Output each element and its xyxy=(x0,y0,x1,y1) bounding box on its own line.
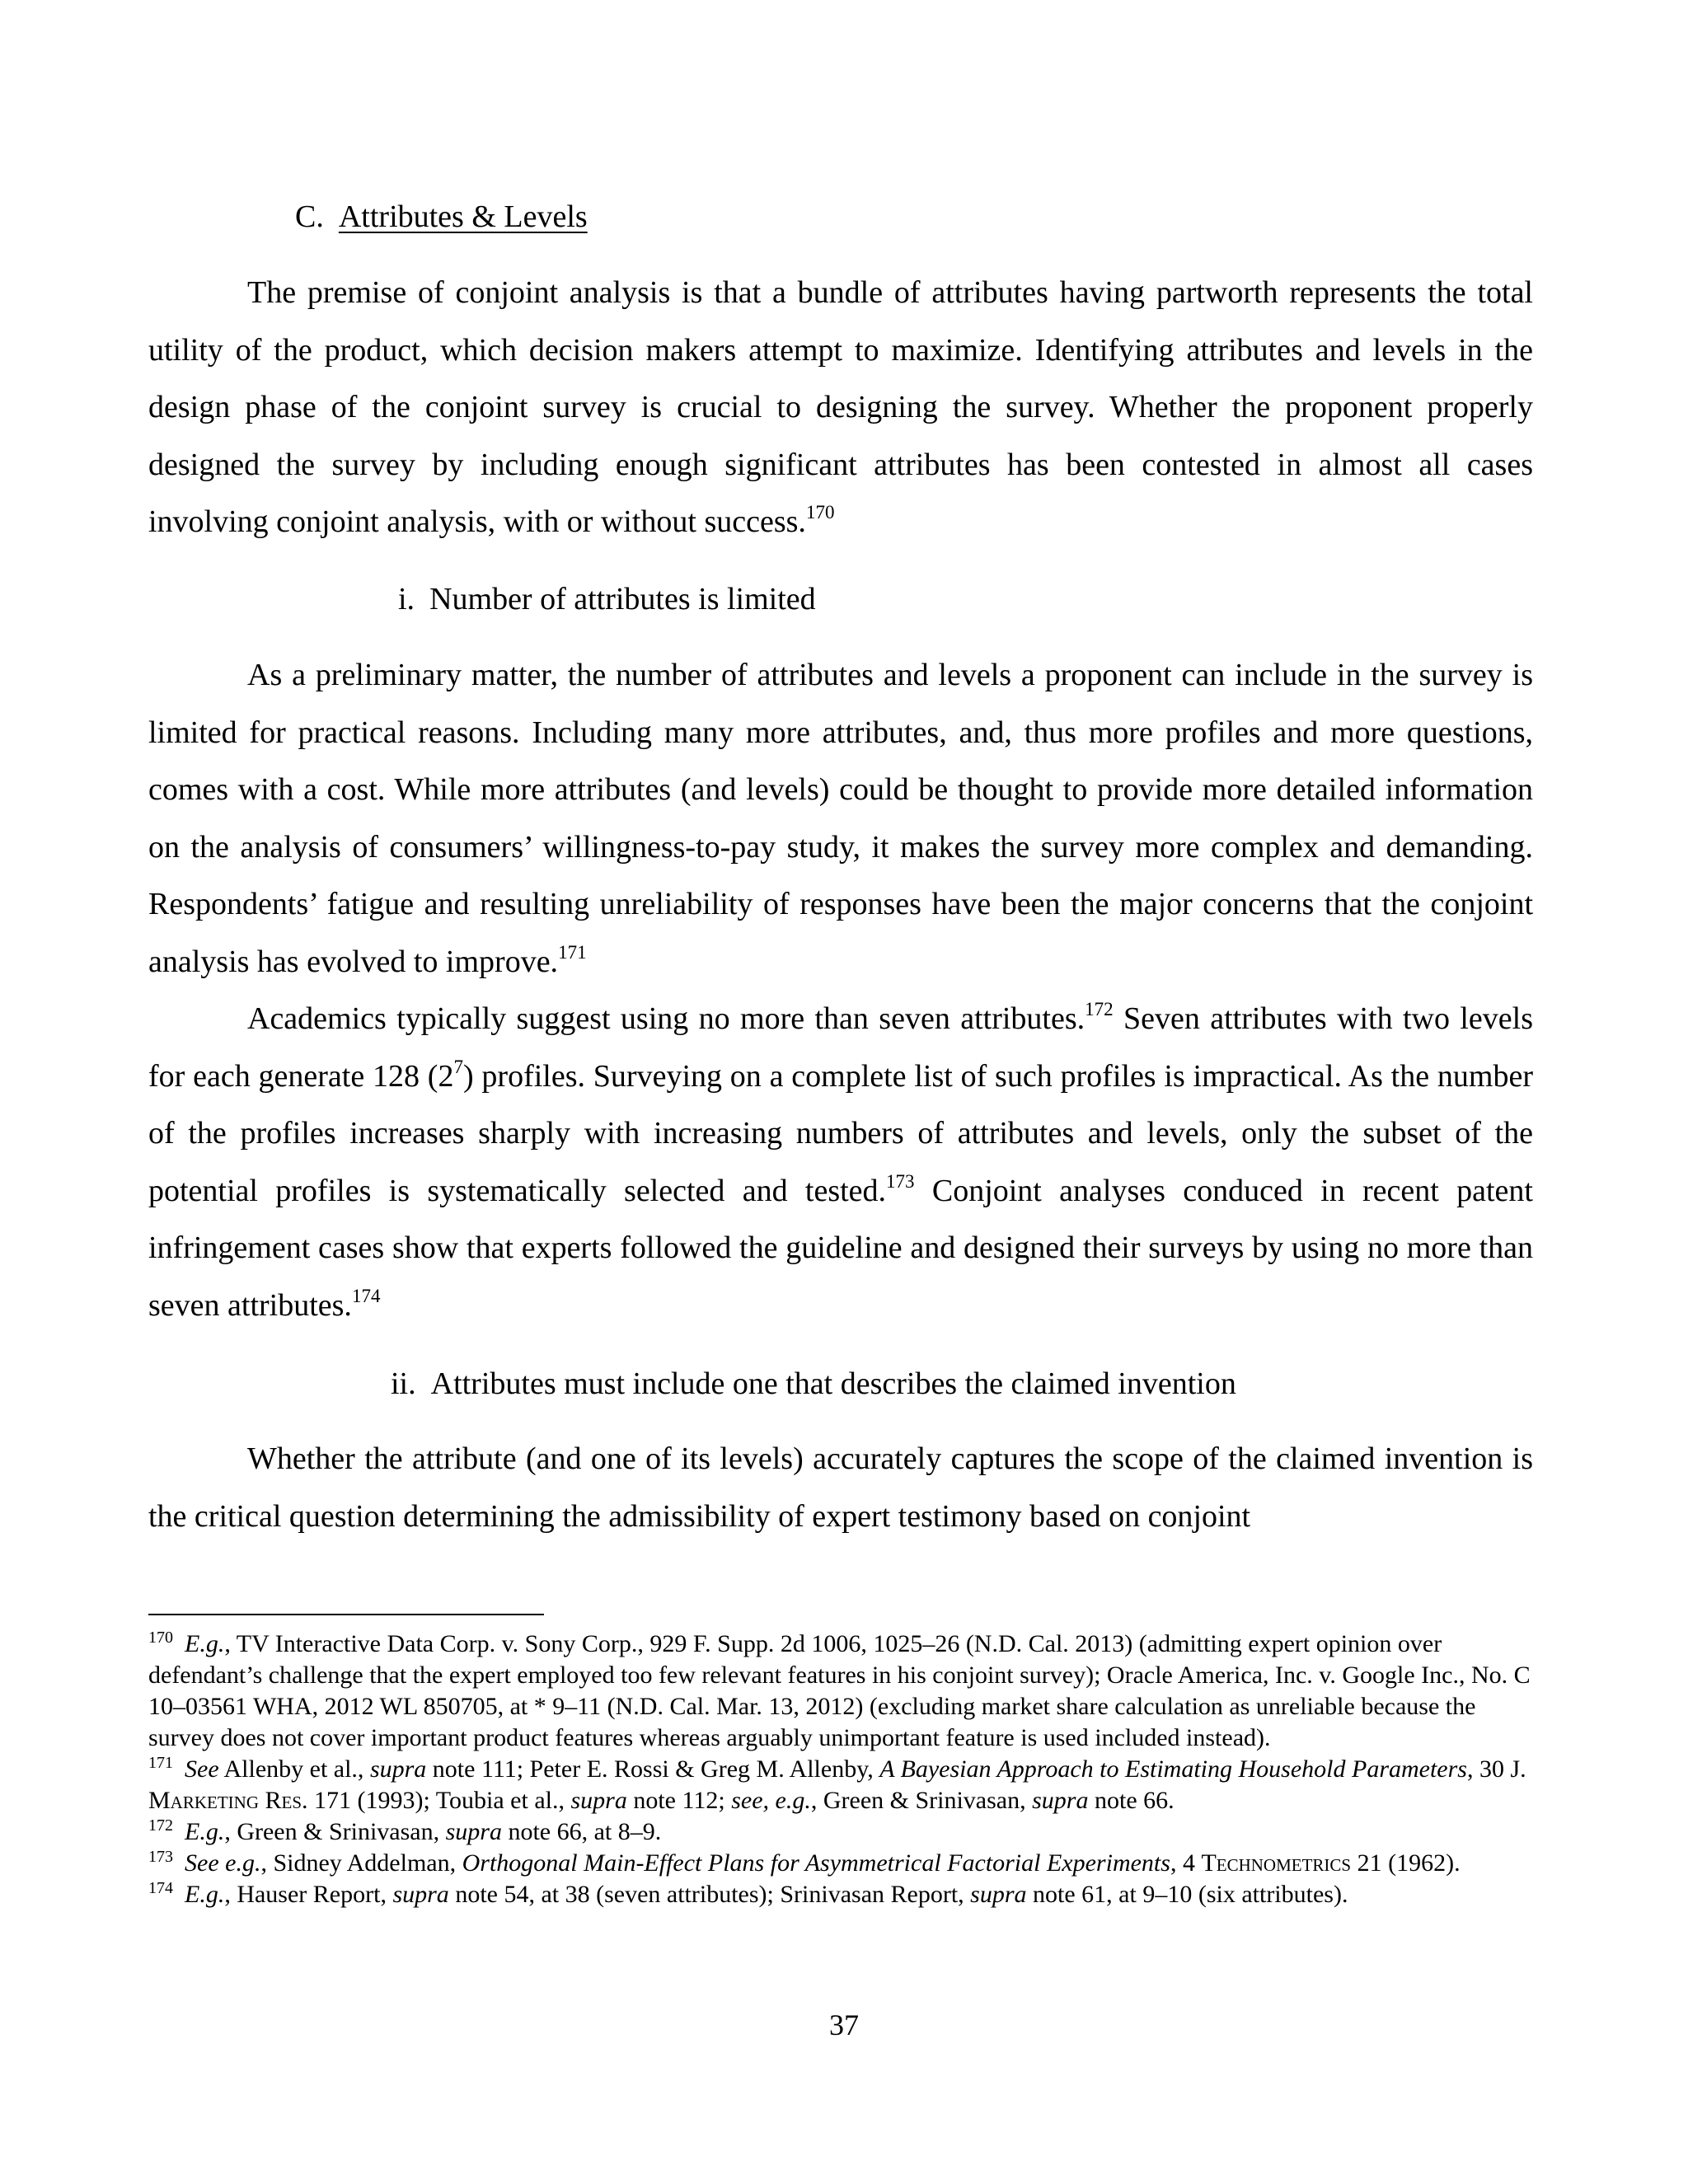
footnote-text: , TV Interactive Data Corp. v. Sony Corp., 929 F. Supp. 2d 1006, 1025–26 (N.D. Cal. 2013) (admitting expert opinion over defendant’s challenge that the expert employed too few relevant features in his conjoint survey); Oracle America, Inc. v. Google Inc., No. C 10–03561 WHA, 2012 WL 850705, at * 9–11 (N.D. Cal. Mar. 13, 2012) (excluding market share calculation as unreliable because the survey does not cover important product features whereas arguably unimportant feature is used included instead). xyxy=(148,1630,1531,1751)
power-exponent: 7 xyxy=(453,1056,463,1077)
footnote-170 xyxy=(148,1629,1533,1754)
footnote-173 xyxy=(148,1848,1533,1879)
subheading-number: i. xyxy=(398,582,415,616)
footnote-text: note 111; Peter E. Rossi & Greg M. Allenby, xyxy=(426,1755,880,1783)
power-base: 2 xyxy=(438,1058,454,1094)
subheading-number: ii. xyxy=(391,1366,416,1401)
footnote-ref-172[interactable]: 172 xyxy=(1085,999,1114,1020)
footnote-174 xyxy=(148,1879,1533,1910)
subheading-title: Number of attributes is limited xyxy=(429,582,816,616)
footnote-number: 174 xyxy=(148,1879,173,1897)
signal: E.g. xyxy=(185,1881,225,1908)
signal: E.g. xyxy=(185,1818,225,1845)
limited-paragraph-2-s2: Seven attributes with two levels for each generate 128 ( xyxy=(148,1001,1534,1094)
limited-paragraph-2 xyxy=(148,991,1533,1334)
article-title: A Bayesian Approach to Estimating Household Parameters xyxy=(879,1755,1467,1783)
supra: supra xyxy=(970,1881,1027,1908)
footnote-text: Allenby et al., xyxy=(218,1755,370,1783)
footnote-text: 21 (1962). xyxy=(1351,1849,1461,1877)
footnote-text: note 112; xyxy=(626,1787,732,1814)
supra: supra xyxy=(369,1755,427,1783)
article-title: Orthogonal Main-Effect Plans for Asymmetrical Factorial Experiments xyxy=(462,1849,1170,1877)
footnote-number: 172 xyxy=(148,1816,173,1835)
footnote-text: 171 (1993); Toubia et al., xyxy=(307,1787,571,1814)
signal: see, e.g. xyxy=(731,1787,811,1814)
limited-paragraph-2-s1: Academics typically suggest using no more than seven attributes. xyxy=(247,1001,1085,1036)
section-heading-title: Attributes & Levels xyxy=(338,199,588,234)
limited-paragraph-1-text: As a preliminary matter, the number of attributes and levels a proponent can include in the survey is limited for practical reasons. Including many more attributes, and, thus more profiles and more questions, comes with a cost. While more attributes (and levels) could be thought to provide more detailed information on the analysis of consumers’ willingness-to-pay study, it makes the survey more complex and demanding. Respondents’ fatigue and resulting unreliability of responses have been the major concerns that the conjoint analysis has evolved to improve. xyxy=(148,658,1533,979)
signal: See e.g. xyxy=(185,1849,261,1877)
limited-paragraph-2-s4: Conjoint analyses conduced in recent patent infringement cases show that experts followed the guideline and designed their surveys by using no more than seven attributes. xyxy=(148,1173,1533,1323)
footnote-ref-170[interactable]: 170 xyxy=(805,502,835,523)
footnote-text: , Green & Srinivasan, xyxy=(810,1787,1033,1814)
footnote-text: note 66, at 8–9. xyxy=(501,1818,662,1845)
footnote-ref-173[interactable]: 173 xyxy=(886,1170,915,1192)
subheading-title: Attributes must include one that describes the claimed invention xyxy=(430,1366,1236,1401)
invention-paragraph: Whether the attribute (and one of its levels) accurately captures the scope of the claimed invention is the critical question determining the admissibility of expert testimony based on conjoint xyxy=(148,1441,1533,1534)
footnote-text: , Sidney Addelman, xyxy=(260,1849,462,1877)
footnote-text: , Green & Srinivasan, xyxy=(224,1818,446,1845)
journal-name: Technometrics xyxy=(1201,1849,1352,1877)
footnote-text: , Hauser Report, xyxy=(224,1881,393,1908)
journal-name: Marketing Res. xyxy=(148,1787,308,1814)
footnote-text: note 66. xyxy=(1088,1787,1175,1814)
invention-section-body xyxy=(148,1431,1533,1545)
limited-section-body xyxy=(148,647,1533,1334)
footnote-text: , 30 J. xyxy=(1466,1755,1526,1783)
footnote-number: 171 xyxy=(148,1754,173,1772)
signal: E.g. xyxy=(185,1630,225,1657)
section-heading-number: C. xyxy=(295,199,324,234)
page-number: 37 xyxy=(829,2008,859,2041)
footnote-ref-171[interactable]: 171 xyxy=(558,941,587,963)
footnote-text: note 54, at 38 (seven attributes); Srinivasan Report, xyxy=(448,1881,971,1908)
limited-paragraph-2-s3: ) profiles. Surveying on a complete list of such profiles is impractical. As the number of the profiles increases sharply with increasing numbers of attributes and levels, only the subset of the potential profiles is systematically selected and tested. xyxy=(148,1058,1533,1208)
supra: supra xyxy=(445,1818,502,1845)
supra: supra xyxy=(1032,1787,1089,1814)
footnote-number: 170 xyxy=(148,1629,173,1647)
intro-paragraph-text: The premise of conjoint analysis is that a bundle of attributes having partworth represents the total utility of the product, which decision makers attempt to maximize. Identifying attributes and levels in the design phase of the conjoint survey is crucial to designing the survey. Whether the proponent properly designed the survey by including enough significant attributes has been contested in almost all cases involving conjoint analysis, with or without success. xyxy=(148,275,1533,539)
footnote-number: 173 xyxy=(148,1848,173,1866)
footnote-separator xyxy=(148,1614,544,1615)
subheading-number-of-attributes xyxy=(398,579,816,619)
supra: supra xyxy=(570,1787,627,1814)
subheading-claimed-invention xyxy=(391,1364,1236,1404)
section-heading xyxy=(295,197,588,237)
footnote-172 xyxy=(148,1816,1533,1848)
signal: See xyxy=(185,1755,219,1783)
footnote-text: note 61, at 9–10 (six attributes). xyxy=(1026,1881,1348,1908)
footnotes xyxy=(148,1629,1533,1910)
supra: supra xyxy=(392,1881,449,1908)
footnote-ref-174[interactable]: 174 xyxy=(351,1285,381,1306)
footnote-text: , 4 xyxy=(1170,1849,1202,1877)
intro-paragraph xyxy=(148,265,1533,551)
footnote-171 xyxy=(148,1754,1533,1816)
limited-paragraph-1 xyxy=(148,647,1533,991)
